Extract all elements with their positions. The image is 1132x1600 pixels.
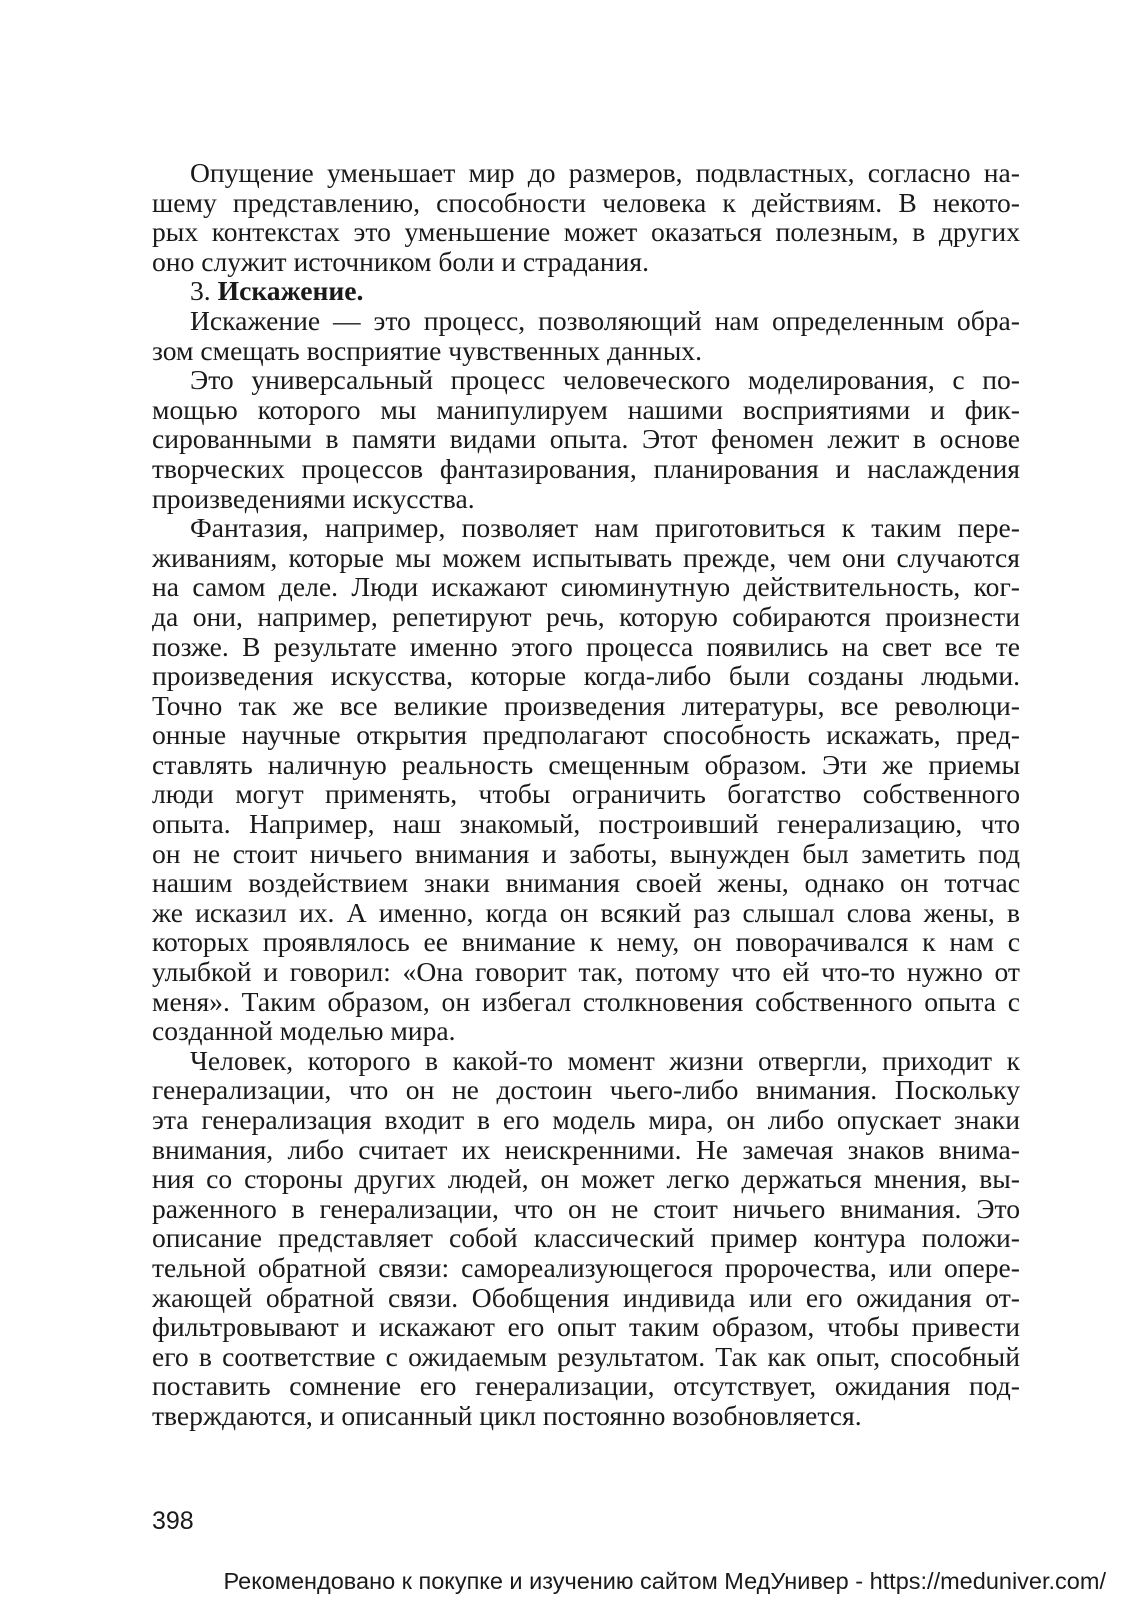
- text-line: Человек, которого в какой-то момент жизни отвергли, приходит к: [190, 1044, 1020, 1076]
- text-line: тверждаются, и описанный цикл постоянно возобновляется.: [152, 1399, 862, 1431]
- text-line: генерализации, что он не достоин чьего-либо внимания. Поскольку: [152, 1074, 1020, 1106]
- text-line: ставлять наличную реальность смещенным образом. Эти же приемы: [152, 748, 1020, 780]
- text-line: да они, например, репетируют речь, которую собираются произнести: [152, 600, 1020, 632]
- paragraph-rejected-person: [152, 1046, 1020, 1431]
- paragraph-distortion-definition: [152, 306, 1020, 365]
- text-line: меня». Таким образом, он избегал столкновения собственного опыта с: [152, 985, 1020, 1017]
- text-line: рых контекстах это уменьшение может оказаться полезным, в других: [152, 216, 1020, 248]
- text-line: люди могут применять, чтобы ограничить богатство собственного: [152, 778, 1020, 810]
- text-line: внимания, либо считает их неискренними. Не замечая знаков внима-: [152, 1133, 1020, 1165]
- text-line: опыта. Например, наш знакомый, построивший генерализацию, что: [152, 808, 1020, 840]
- text-line: позже. В результате именно этого процесса появились на свет все те: [152, 630, 1020, 662]
- section-heading-number: 3.: [190, 275, 211, 307]
- text-line: улыбкой и говорил: «Она говорит так, потому что ей что-то нужно от: [152, 956, 1020, 988]
- text-line: тельной обратной связи: самореализующегося пророчества, или опере-: [152, 1251, 1020, 1283]
- text-line: его в соответствие с ожидаемым результатом. Так как опыт, способный: [152, 1340, 1020, 1372]
- text-line: Это универсальный процесс человеческого моделирования, с по-: [190, 364, 1020, 396]
- text-line: Искажение — это процесс, позволяющий нам определенным обра-: [190, 304, 1020, 336]
- text-line: зом смещать восприятие чувственных данных.: [152, 334, 703, 366]
- text-line: живаниям, которые мы можем испытывать прежде, чем они случаются: [152, 541, 1020, 573]
- text-line: мощью которого мы манипулируем нашими восприятиями и фик-: [152, 393, 1020, 425]
- section-heading-title: Искажение.: [217, 275, 364, 307]
- page-number: 398: [152, 1507, 194, 1535]
- text-line: эта генерализация входит в его модель мира, он либо опускает знаки: [152, 1104, 1020, 1135]
- text-line: онные научные открытия предполагают способность искажать, пред-: [152, 719, 1020, 751]
- text-line: на самом деле. Люди искажают сиюминутную действительность, ког-: [152, 571, 1020, 603]
- paragraph-universal-process: [152, 365, 1020, 513]
- text-line: Точно так же все великие произведения литературы, все революци-: [152, 689, 1020, 721]
- text-line: ния со стороны других людей, он может легко держаться мнения, вы-: [152, 1163, 1020, 1195]
- text-line: произведения искусства, которые когда-либо были созданы людьми.: [152, 660, 1020, 692]
- text-line: оно служит источником боли и страдания.: [152, 245, 650, 277]
- paragraph-omission: [152, 158, 1020, 276]
- text-line: описание представляет собой классический пример контура положи-: [152, 1222, 1020, 1254]
- text-line: Фантазия, например, позволяет нам приготовиться к таким пере-: [190, 512, 1020, 544]
- footer-recommendation: Рекомендовано к покупке и изучению сайтом МедУнивер - https://meduniver.com/: [223, 1568, 1106, 1594]
- text-line: фильтровывают и искажают его опыт таким образом, чтобы привести: [152, 1311, 1020, 1343]
- section-heading: [152, 276, 1020, 306]
- text-line: творческих процессов фантазирования, планирования и наслаждения: [152, 452, 1020, 484]
- text-line: жающей обратной связи. Обобщения индивида или его ожидания от-: [152, 1281, 1020, 1313]
- text-line: нашим воздействием знаки внимания своей жены, однако он тотчас: [152, 867, 1020, 899]
- text-line: он не стоит ничьего внимания и заботы, вынужден был заметить под: [152, 837, 1020, 869]
- text-line: Опущение уменьшает мир до размеров, подвластных, согласно на-: [190, 157, 1020, 188]
- body-text: [152, 158, 1020, 1431]
- text-line: же исказил их. А именно, когда он всякий раз слышал слова жены, в: [152, 896, 1020, 928]
- text-line: созданной моделью мира.: [152, 1015, 456, 1047]
- text-line: сированными в памяти видами опыта. Этот феномен лежит в основе: [152, 423, 1020, 455]
- text-line: шему представлению, способности человека к действиям. В некото-: [152, 186, 1020, 218]
- text-line: которых проявлялось ее внимание к нему, он поворачивался к нам с: [152, 926, 1020, 958]
- text-line: поставить сомнение его генерализации, отсутствует, ожидания под-: [152, 1370, 1020, 1402]
- paragraph-fantasy: [152, 513, 1020, 1046]
- text-line: произведениями искусства.: [152, 482, 475, 514]
- text-line: раженного в генерализации, что он не стоит ничьего внимания. Это: [152, 1192, 1020, 1224]
